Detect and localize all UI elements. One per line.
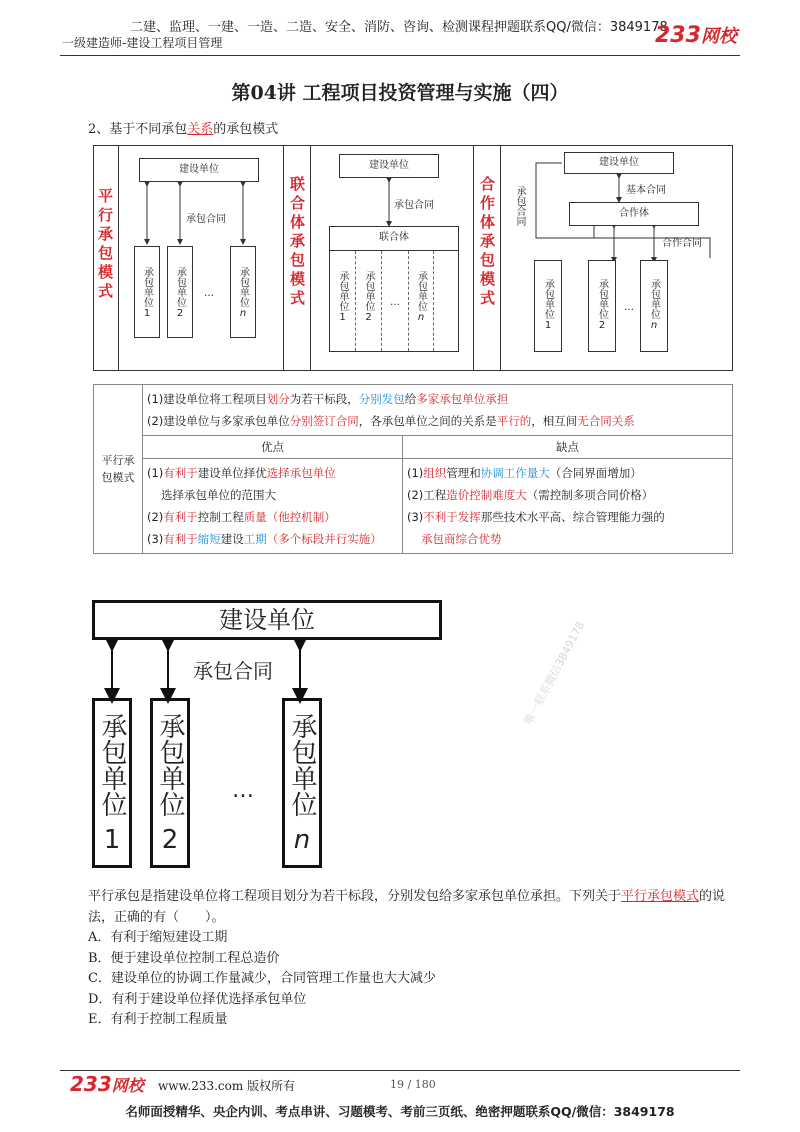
stem-underlined: 平行承包模式 — [621, 889, 700, 904]
stem-part-a: 平行承包是指建设单位将工程项目划分为若干标段，分别发包给多家承包单位承担。下列关于 — [88, 889, 622, 904]
question-block — [88, 886, 738, 1031]
text-red: 造价控制难度大 — [446, 488, 527, 502]
footer-divider — [60, 1070, 740, 1071]
section-highlight: 关系 — [187, 122, 214, 137]
row-label-text: 平行承包模式 — [101, 454, 135, 484]
section-suffix: 的承包模式 — [213, 122, 279, 137]
contractor-n — [230, 246, 256, 338]
disadvantage-3 — [407, 506, 728, 528]
disadvantages-header: 缺点 — [403, 436, 733, 459]
logo-text: 网校 — [700, 26, 737, 47]
contractor-num: n — [650, 320, 658, 331]
advantages-cell — [143, 459, 403, 554]
contractor-text: 承包单位 — [648, 279, 660, 319]
contract-label: 承包合同 — [186, 214, 226, 225]
contractor-1 — [534, 260, 562, 352]
contractor-2 — [356, 251, 382, 351]
contractor-text: 承包单位 — [287, 713, 317, 817]
text: (1)建设单位将工程项目 — [147, 392, 267, 406]
basic-contract-label: 基本合同 — [626, 185, 666, 196]
contractor-num: n — [417, 312, 425, 323]
text-red: 多家承包单位承担 — [416, 392, 509, 406]
contractor-text: 承包单位 — [174, 267, 186, 307]
header-ad-line: 二建、监理、一建、一造、二造、安全、消防、咨询、检测课程押题联系QQ/微信：3849178 — [130, 20, 668, 35]
contractor-n — [640, 260, 668, 352]
text: ，各承包单位之间的关系是 — [358, 414, 497, 428]
big-ellipsis: … — [232, 778, 254, 803]
contractor-1 — [134, 246, 160, 338]
advantage-1 — [147, 462, 398, 484]
text: 管理和 — [446, 466, 481, 480]
side-contract-label: 承包合同 — [514, 186, 525, 226]
contractor-text: 承包单位 — [542, 279, 554, 319]
header-logo — [655, 22, 737, 48]
header-subtitle: 一级建造师-建设工程项目管理 — [62, 36, 223, 50]
contractor-text: 承包单位 — [415, 271, 427, 311]
contractor-text: 承包单位 — [237, 267, 249, 307]
definition-2 — [147, 410, 728, 432]
text: (3) — [407, 510, 424, 524]
parallel-mode-table — [93, 384, 733, 554]
contractor-text: 承包单位 — [363, 271, 374, 311]
text-red: 不利于发挥 — [423, 510, 481, 524]
text: （需控制多项合同价格） — [526, 488, 654, 502]
big-contractor-2 — [150, 698, 190, 868]
text-red: 有利于 — [163, 510, 198, 524]
text: 那些技术水平高、综合管理能力强的 — [480, 510, 665, 524]
big-contract-label: 承包合同 — [193, 659, 273, 683]
advantages-header: 优点 — [143, 436, 403, 459]
watermark: 唯一联系微信3849178 — [521, 619, 588, 728]
text-red: 无合同关系 — [577, 414, 635, 428]
text-red: 有利于 — [163, 532, 198, 546]
disadvantages-cell — [403, 459, 733, 554]
text-red: 组织 — [423, 466, 447, 480]
text-red: 选择承包单位 — [266, 466, 336, 480]
text: (1) — [407, 466, 424, 480]
option-c[interactable]: C．建设单位的协调工作量减少，合同管理工作量也大大减少 — [88, 971, 436, 986]
option-e[interactable]: E．有利于控制工程质量 — [88, 1012, 228, 1027]
contractor-num: n — [239, 308, 247, 319]
header-divider — [60, 55, 740, 56]
disadvantage-1 — [407, 462, 728, 484]
page-indicator: 19 / 180 — [390, 1078, 436, 1091]
ellipsis: … — [390, 297, 400, 308]
advantage-2 — [147, 506, 398, 528]
text: 给 — [404, 392, 417, 406]
section-title — [88, 118, 278, 137]
option-d[interactable]: D．有利于建设单位择优选择承包单位 — [88, 991, 307, 1007]
disadvantage-3b: 承包商综合优势 — [421, 532, 502, 546]
text-red: （多个标段并行实施） — [266, 532, 382, 546]
contractor-text: 承包单位 — [97, 713, 127, 817]
big-contractor-n — [282, 698, 322, 868]
contractor-text: 承包单位 — [337, 271, 348, 311]
contractor-n — [408, 251, 434, 351]
advantage-1b: 选择承包单位的范围大 — [161, 488, 276, 502]
panel-partnership-label: 合作体承包模式 — [478, 176, 496, 309]
text-red: 平行的 — [496, 414, 532, 428]
row-label — [94, 385, 143, 554]
lecture-title: 第04讲 工程项目投资管理与实施（四） — [231, 82, 569, 104]
coop-contract-label: 合作合同 — [662, 238, 702, 249]
text-red: （他控机制） — [266, 510, 336, 524]
text-red: 有利于 — [163, 466, 198, 480]
text: ，相互间 — [531, 414, 578, 428]
contractor-text: 承包单位 — [155, 713, 185, 817]
owner-box: 建设单位 — [564, 152, 674, 174]
text-red: 质量 — [243, 510, 267, 524]
consortium-label: 联合体 — [330, 227, 458, 251]
panel-consortium-label: 联合体承包模式 — [288, 176, 306, 309]
ellipsis: … — [204, 288, 214, 299]
contractor-num: 2 — [176, 308, 184, 319]
owner-box: 建设单位 — [339, 154, 439, 178]
footer-logo — [70, 1072, 144, 1096]
contractor-num: 2 — [365, 312, 372, 323]
contractor-num: 1 — [143, 308, 151, 319]
text-red: 分别签订合同 — [289, 414, 359, 428]
panel-partnership — [474, 146, 732, 370]
big-contractor-1 — [92, 698, 132, 868]
logo-number: 233 — [70, 1072, 112, 1096]
definition-1 — [147, 388, 728, 410]
contractor-text: 承包单位 — [141, 267, 153, 307]
text: （合同界面增加） — [549, 466, 642, 480]
text-blue: 协调工作量大 — [480, 466, 550, 480]
text: (2) — [147, 510, 164, 524]
text: (2)建设单位与多家承包单位 — [147, 414, 290, 428]
logo-text: 网校 — [111, 1076, 144, 1095]
option-a[interactable]: A．有利于缩短建设工期 — [88, 930, 228, 945]
disadvantage-2 — [407, 484, 728, 506]
advantage-3 — [147, 528, 398, 550]
contractor-1 — [330, 251, 356, 351]
definition-cell — [143, 385, 733, 436]
text: 为若干标段， — [289, 392, 359, 406]
option-b[interactable]: B．便于建设单位控制工程总造价 — [88, 950, 280, 966]
contractor-num: 2 — [598, 320, 606, 331]
text-red: 划分 — [266, 392, 290, 406]
contractor-2 — [167, 246, 193, 338]
stem-part-b: 的说法，正确的有（ ）。 — [88, 889, 726, 925]
text-blue: 缩短 — [197, 532, 221, 546]
text: 建设单位择优 — [197, 466, 267, 480]
ellipsis: … — [624, 302, 634, 313]
contractor-2 — [588, 260, 616, 352]
panel-parallel — [94, 146, 284, 370]
text: 控制工程 — [197, 510, 244, 524]
contractor-num: n — [293, 825, 311, 855]
top-diagram — [93, 145, 733, 371]
text-blue: 工期 — [243, 532, 267, 546]
consortium-box — [329, 226, 459, 352]
contract-label: 承包合同 — [394, 200, 434, 211]
copyright: www.233.com 版权所有 — [158, 1079, 296, 1093]
partnership-box: 合作体 — [569, 202, 699, 226]
text: (2)工程 — [407, 488, 447, 502]
owner-box: 建设单位 — [139, 158, 259, 182]
contractor-num: 1 — [544, 320, 552, 331]
text: (1) — [147, 466, 164, 480]
text: 建设 — [220, 532, 244, 546]
contractor-num: 1 — [339, 312, 346, 323]
big-owner-box: 建设单位 — [92, 600, 442, 640]
contractor-text: 承包单位 — [596, 279, 608, 319]
logo-number: 233 — [655, 23, 701, 48]
text-blue: 分别发包 — [358, 392, 405, 406]
panel-parallel-label: 平行承包模式 — [96, 188, 114, 302]
text: (3) — [147, 532, 164, 546]
contractor-num: 2 — [161, 825, 179, 855]
section-prefix: 2、基于不同承包 — [88, 122, 188, 137]
contractor-num: 1 — [103, 825, 121, 855]
panel-consortium — [284, 146, 474, 370]
footer-ad: 名师面授精华、央企内训、考点串讲、习题模考、考前三页纸、绝密押题联系QQ/微信：3849178 — [125, 1104, 675, 1119]
question-stem — [88, 886, 738, 928]
